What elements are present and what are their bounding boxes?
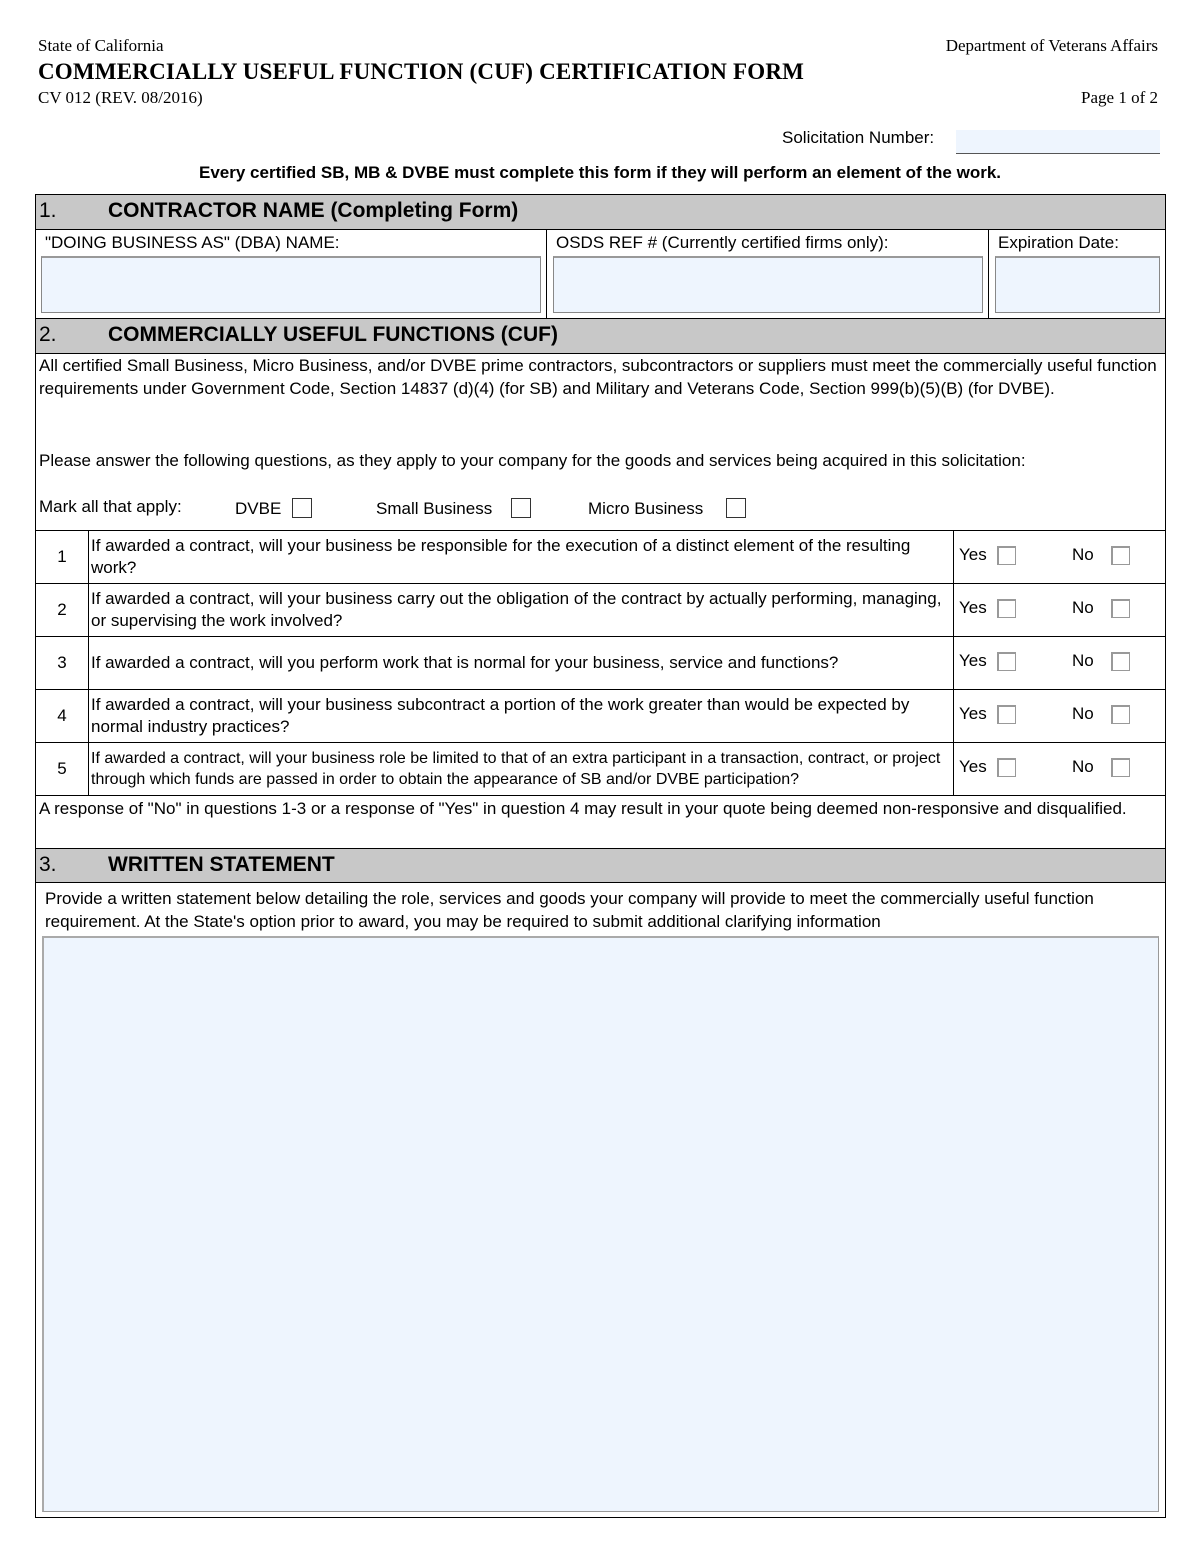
question-number: 3: [36, 637, 89, 689]
answer-cell: [953, 743, 1165, 795]
completion-notice: Every certified SB, MB & DVBE must complete this form if they will perform an element of the work.: [199, 163, 1001, 182]
answer-cell: [953, 690, 1165, 742]
no-label: No: [1072, 651, 1094, 670]
expiration-date-label: Expiration Date:: [998, 233, 1119, 252]
q3-no-checkbox[interactable]: [1111, 652, 1130, 671]
answer-cell: [953, 584, 1165, 636]
question-text: If awarded a contract, will your business role be limited to that of an extra participant in a transaction, contract, or project through which funds are passed in order to obtain the appearance of SB and/or DVBE participation?: [91, 750, 941, 788]
no-label: No: [1072, 757, 1094, 776]
option-small-business[interactable]: [376, 499, 531, 519]
question-number: 1: [36, 531, 89, 583]
dvbe-checkbox[interactable]: [292, 498, 312, 518]
question-text: If awarded a contract, will you perform work that is normal for your business, service and functions?: [91, 653, 839, 672]
question-text: If awarded a contract, will your business subcontract a portion of the work greater than would be expected by normal industry practices?: [91, 695, 910, 736]
mark-all-label: Mark all that apply:: [39, 497, 182, 516]
disqualification-note: A response of "No" in questions 1-3 or a response of "Yes" in question 4 may result in your quote being deemed non-responsive and disqualified.: [39, 799, 1127, 818]
q1-no-checkbox[interactable]: [1111, 546, 1130, 565]
no-label: No: [1072, 704, 1094, 723]
written-statement-instructions: Provide a written statement below detailing the role, services and goods your company will provide to meet the commercially useful function requirement. At the State's option prior to award, you may be required to submit additional clarifying information: [45, 889, 1094, 931]
question-row: [36, 584, 1165, 637]
answer-cell: [953, 531, 1165, 583]
micro-business-checkbox[interactable]: [726, 498, 746, 518]
section-3-title: WRITTEN STATEMENT: [108, 853, 335, 876]
no-label: No: [1072, 545, 1094, 564]
small-business-checkbox[interactable]: [511, 498, 531, 518]
written-statement-field[interactable]: [42, 936, 1159, 1512]
q5-yes-checkbox[interactable]: [997, 758, 1016, 777]
yes-label: Yes: [959, 704, 987, 723]
question-row: [36, 637, 1165, 690]
cuf-instruction: Please answer the following questions, as they apply to your company for the goods and services being acquired in this solicitation:: [39, 451, 1026, 470]
form-body: [35, 194, 1166, 1518]
dba-label: "DOING BUSINESS AS" (DBA) NAME:: [45, 233, 340, 252]
department-label: Department of Veterans Affairs: [945, 36, 1158, 55]
question-number: 5: [36, 743, 89, 795]
answer-cell: [953, 637, 1165, 689]
cuf-requirements-paragraph: All certified Small Business, Micro Business, and/or DVBE prime contractors, subcontractors or suppliers must meet the commercially useful function requirements under Government Code, Section 14837 (d)(4) (for SB) and Military and Veterans Code, Section 999(b)(5)(B) (for DVBE).: [39, 356, 1157, 398]
form-code: CV 012 (REV. 08/2016): [38, 88, 203, 107]
no-label: No: [1072, 598, 1094, 617]
q2-yes-checkbox[interactable]: [997, 599, 1016, 618]
option-small-business-label: Small Business: [376, 499, 493, 518]
section-1-number: 1.: [39, 199, 57, 222]
option-dvbe[interactable]: [235, 499, 312, 519]
expiration-date-field[interactable]: [995, 256, 1160, 313]
question-row: [36, 531, 1165, 584]
form-title: COMMERCIALLY USEFUL FUNCTION (CUF) CERTIFICATION FORM: [38, 59, 805, 84]
section-2-header: [36, 319, 1165, 354]
section-2-number: 2.: [39, 323, 57, 346]
yes-label: Yes: [959, 545, 987, 564]
q1-yes-checkbox[interactable]: [997, 546, 1016, 565]
question-number: 4: [36, 690, 89, 742]
state-label: State of California: [38, 36, 164, 55]
section-1-header: [36, 195, 1165, 230]
osds-ref-field[interactable]: [553, 256, 983, 313]
solicitation-number-label: Solicitation Number:: [782, 128, 935, 147]
q4-no-checkbox[interactable]: [1111, 705, 1130, 724]
section-1-title: CONTRACTOR NAME (Completing Form): [108, 199, 519, 222]
dba-cell: [36, 230, 547, 318]
yes-label: Yes: [959, 757, 987, 776]
q2-no-checkbox[interactable]: [1111, 599, 1130, 618]
dba-name-field[interactable]: [41, 256, 541, 313]
question-text: If awarded a contract, will your business carry out the obligation of the contract by actually performing, managing, or supervising the work involved?: [91, 589, 942, 630]
solicitation-number-field[interactable]: [956, 130, 1160, 154]
question-number: 2: [36, 584, 89, 636]
contractor-info-row: [36, 230, 1165, 319]
section-3-header: [36, 848, 1165, 883]
osds-cell: [547, 230, 989, 318]
option-micro-business-label: Micro Business: [588, 499, 704, 518]
cuf-questions-table: [36, 530, 1165, 796]
yes-label: Yes: [959, 598, 987, 617]
section-2-title: COMMERCIALLY USEFUL FUNCTIONS (CUF): [108, 323, 558, 346]
expiration-cell: [989, 230, 1165, 318]
option-dvbe-label: DVBE: [235, 499, 282, 518]
yes-label: Yes: [959, 651, 987, 670]
page-number: Page 1 of 2: [1081, 88, 1158, 107]
q3-yes-checkbox[interactable]: [997, 652, 1016, 671]
question-row: [36, 690, 1165, 743]
q5-no-checkbox[interactable]: [1111, 758, 1130, 777]
osds-ref-label: OSDS REF # (Currently certified firms only):: [556, 233, 889, 252]
question-text: If awarded a contract, will your business be responsible for the execution of a distinct element of the resulting work?: [91, 536, 911, 577]
q4-yes-checkbox[interactable]: [997, 705, 1016, 724]
option-micro-business[interactable]: [588, 499, 746, 519]
section-3-number: 3.: [39, 853, 57, 876]
question-row: [36, 743, 1165, 796]
